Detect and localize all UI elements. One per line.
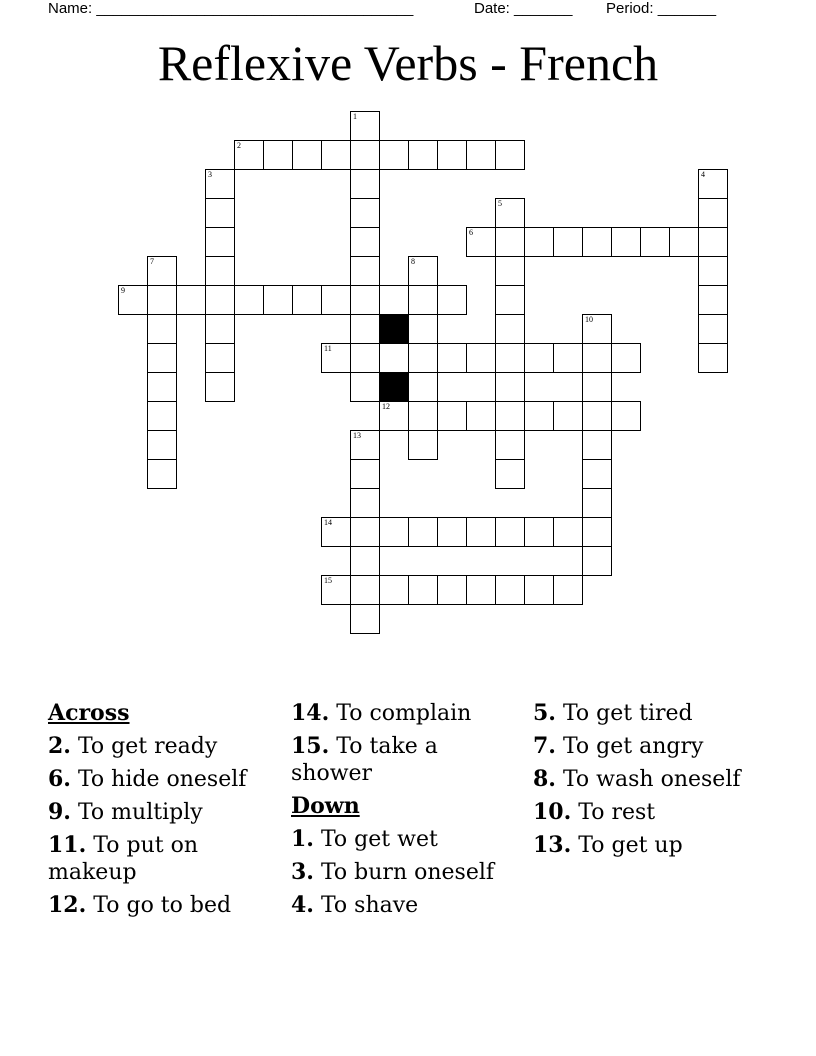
crossword-cell[interactable]: [350, 546, 380, 576]
clue-number: 6.: [48, 766, 71, 792]
clue-text: To burn oneself: [320, 860, 495, 885]
clue-number: 4.: [291, 892, 314, 918]
clue-text: To get angry: [562, 734, 704, 759]
clue-text: To rest: [578, 800, 656, 825]
clue-text: To get up: [578, 833, 683, 858]
clue-down-1: [291, 826, 521, 853]
clue-down-5: [533, 700, 763, 727]
crossword-cell[interactable]: [408, 314, 438, 344]
clue-number: 2.: [48, 733, 71, 759]
crossword-cell[interactable]: [495, 517, 525, 547]
clue-text: To put on makeup: [48, 833, 198, 885]
clue-number: 3.: [291, 859, 314, 885]
crossword-cell[interactable]: [205, 343, 235, 373]
clue-number: 1.: [291, 826, 314, 852]
clue-text: To take a shower: [291, 734, 438, 786]
clue-column-1: [48, 700, 278, 925]
clue-text: To multiply: [77, 800, 203, 825]
crossword-cell[interactable]: [321, 285, 351, 315]
clue-number: 12.: [48, 892, 87, 918]
down-heading: Down: [291, 793, 360, 819]
clue-across-2: [48, 733, 278, 760]
crossword-black-cell: [379, 314, 409, 344]
crossword-cell[interactable]: [205, 256, 235, 286]
clue-number-label: 14: [324, 518, 332, 527]
crossword-cell[interactable]: [408, 372, 438, 402]
clue-text: To go to bed: [93, 893, 232, 918]
clue-text: To get tired: [562, 701, 693, 726]
crossword-cell[interactable]: [292, 285, 322, 315]
crossword-cell[interactable]: [205, 314, 235, 344]
crossword-cell[interactable]: [495, 343, 525, 373]
crossword-cell[interactable]: [234, 285, 264, 315]
crossword-cell[interactable]: [350, 575, 380, 605]
crossword-cell[interactable]: [205, 285, 235, 315]
crossword-cell[interactable]: [147, 401, 177, 431]
clue-number: 5.: [533, 700, 556, 726]
crossword-cell[interactable]: [582, 227, 612, 257]
crossword-cell[interactable]: [147, 256, 177, 286]
crossword-cell[interactable]: [408, 575, 438, 605]
crossword-cell[interactable]: [466, 343, 496, 373]
crossword-cell[interactable]: [437, 517, 467, 547]
clue-down-4: [291, 892, 521, 919]
crossword-cell[interactable]: [582, 488, 612, 518]
crossword-cell[interactable]: [582, 401, 612, 431]
clue-text: To shave: [320, 893, 419, 918]
crossword-cell[interactable]: [147, 314, 177, 344]
clue-across-11: [48, 832, 278, 886]
clue-number: 7.: [533, 733, 556, 759]
crossword-cell[interactable]: [147, 343, 177, 373]
crossword-cell[interactable]: [408, 256, 438, 286]
crossword-cell[interactable]: [408, 285, 438, 315]
crossword-cell[interactable]: [466, 575, 496, 605]
crossword-cell[interactable]: [698, 314, 728, 344]
name-field-label: Name: ______________________________________: [48, 0, 414, 17]
clue-number: 8.: [533, 766, 556, 792]
clue-number-label: 12: [382, 402, 390, 411]
crossword-cell[interactable]: [147, 430, 177, 460]
crossword-cell[interactable]: [408, 517, 438, 547]
crossword-cell[interactable]: [350, 517, 380, 547]
crossword-cell[interactable]: [582, 372, 612, 402]
crossword-cell[interactable]: [321, 140, 351, 170]
crossword-cell[interactable]: [321, 517, 351, 547]
clue-number: 11.: [48, 832, 87, 858]
crossword-cell[interactable]: [582, 546, 612, 576]
crossword-cell[interactable]: [495, 372, 525, 402]
crossword-cell[interactable]: [495, 430, 525, 460]
clue-down-7: [533, 733, 763, 760]
clue-number-label: 6: [469, 228, 473, 237]
crossword-cell[interactable]: [379, 517, 409, 547]
crossword-cell[interactable]: [553, 227, 583, 257]
crossword-cell[interactable]: [350, 198, 380, 228]
crossword-cell[interactable]: [321, 343, 351, 373]
crossword-cell[interactable]: [553, 401, 583, 431]
crossword-cell[interactable]: [350, 430, 380, 460]
crossword-cell[interactable]: [350, 285, 380, 315]
crossword-cell[interactable]: [495, 227, 525, 257]
crossword-cell[interactable]: [408, 140, 438, 170]
crossword-cell[interactable]: [234, 140, 264, 170]
clue-across-15: [291, 733, 521, 787]
crossword-cell[interactable]: [147, 285, 177, 315]
crossword-cell[interactable]: [118, 285, 148, 315]
crossword-cell[interactable]: [350, 314, 380, 344]
crossword-cell[interactable]: [263, 140, 293, 170]
crossword-cell[interactable]: [408, 430, 438, 460]
crossword-cell[interactable]: [495, 575, 525, 605]
clue-number-label: 1: [353, 112, 357, 121]
crossword-cell[interactable]: [524, 343, 554, 373]
crossword-cell[interactable]: [350, 227, 380, 257]
crossword-cell[interactable]: [379, 140, 409, 170]
crossword-cell[interactable]: [408, 401, 438, 431]
crossword-cell[interactable]: [524, 227, 554, 257]
crossword-cell[interactable]: [698, 256, 728, 286]
crossword-cell[interactable]: [466, 227, 496, 257]
crossword-cell[interactable]: [321, 575, 351, 605]
crossword-cell[interactable]: [176, 285, 206, 315]
clue-text: To wash oneself: [562, 767, 741, 792]
crossword-cell[interactable]: [553, 343, 583, 373]
clue-column-3: [533, 700, 763, 865]
crossword-cell[interactable]: [524, 401, 554, 431]
period-field-label: Period: _______: [606, 0, 717, 17]
date-field-label: Date: _______: [474, 0, 573, 17]
crossword-cell[interactable]: [582, 517, 612, 547]
crossword-cell[interactable]: [350, 343, 380, 373]
crossword-cell[interactable]: [553, 517, 583, 547]
clue-number-label: 15: [324, 576, 332, 585]
crossword-cell[interactable]: [408, 343, 438, 373]
crossword-cell[interactable]: [350, 459, 380, 489]
crossword-cell[interactable]: [350, 488, 380, 518]
crossword-cell[interactable]: [495, 314, 525, 344]
clue-number: 9.: [48, 799, 71, 825]
crossword-cell[interactable]: [582, 459, 612, 489]
crossword-cell[interactable]: [495, 198, 525, 228]
crossword-cell[interactable]: [205, 372, 235, 402]
crossword-cell[interactable]: [350, 256, 380, 286]
crossword-black-cell: [379, 372, 409, 402]
crossword-cell[interactable]: [582, 430, 612, 460]
clue-down-8: [533, 766, 763, 793]
crossword-cell[interactable]: [611, 343, 641, 373]
clue-number-label: 13: [353, 431, 361, 440]
clue-text: To get wet: [320, 827, 438, 852]
clue-down-13: [533, 832, 763, 859]
crossword-cell[interactable]: [437, 343, 467, 373]
crossword-cell[interactable]: [582, 314, 612, 344]
crossword-cell[interactable]: [379, 285, 409, 315]
crossword-cell[interactable]: [437, 285, 467, 315]
clue-number-label: 9: [121, 286, 125, 295]
crossword-cell[interactable]: [524, 517, 554, 547]
clue-number-label: 10: [585, 315, 593, 324]
clue-number-label: 3: [208, 170, 212, 179]
clue-text: To hide oneself: [77, 767, 247, 792]
crossword-cell[interactable]: [698, 285, 728, 315]
crossword-cell[interactable]: [582, 343, 612, 373]
crossword-cell[interactable]: [205, 169, 235, 199]
crossword-cell[interactable]: [379, 343, 409, 373]
clue-number: 10.: [533, 799, 572, 825]
clue-number: 13.: [533, 832, 572, 858]
clue-number-label: 7: [150, 257, 154, 266]
crossword-cell[interactable]: [698, 343, 728, 373]
clue-number-label: 2: [237, 141, 241, 150]
clue-down-10: [533, 799, 763, 826]
clue-number: 15.: [291, 733, 330, 759]
crossword-cell[interactable]: [466, 401, 496, 431]
crossword-cell[interactable]: [640, 227, 670, 257]
crossword-cell[interactable]: [147, 459, 177, 489]
crossword-cell[interactable]: [350, 372, 380, 402]
across-heading: Across: [48, 700, 130, 726]
crossword-cell[interactable]: [611, 227, 641, 257]
page-title: Reflexive Verbs - French: [157, 35, 659, 91]
crossword-cell[interactable]: [466, 140, 496, 170]
clue-text: To complain: [336, 701, 472, 726]
crossword-cell[interactable]: [611, 401, 641, 431]
crossword-cell[interactable]: [263, 285, 293, 315]
clue-number-label: 11: [324, 344, 332, 353]
crossword-cell[interactable]: [524, 575, 554, 605]
crossword-cell[interactable]: [698, 198, 728, 228]
crossword-cell[interactable]: [437, 575, 467, 605]
crossword-cell[interactable]: [350, 169, 380, 199]
crossword-cell[interactable]: [205, 198, 235, 228]
crossword-cell[interactable]: [495, 285, 525, 315]
clue-down-3: [291, 859, 521, 886]
crossword-cell[interactable]: [495, 140, 525, 170]
crossword-cell[interactable]: [350, 111, 380, 141]
clue-across-9: [48, 799, 278, 826]
clue-number-label: 5: [498, 199, 502, 208]
crossword-cell[interactable]: [495, 401, 525, 431]
clue-across-6: [48, 766, 278, 793]
clue-number: 14.: [291, 700, 330, 726]
crossword-cell[interactable]: [350, 604, 380, 634]
crossword-cell[interactable]: [437, 401, 467, 431]
crossword-cell[interactable]: [379, 575, 409, 605]
crossword-cell[interactable]: [205, 227, 235, 257]
clue-across-12: [48, 892, 278, 919]
crossword-cell[interactable]: [350, 140, 380, 170]
clue-column-2: [291, 700, 521, 925]
clue-across-14: [291, 700, 521, 727]
crossword-cell[interactable]: [147, 372, 177, 402]
clue-text: To get ready: [77, 734, 218, 759]
clue-number-label: 4: [701, 170, 705, 179]
crossword-cell[interactable]: [698, 169, 728, 199]
clue-number-label: 8: [411, 257, 415, 266]
crossword-cell[interactable]: [698, 227, 728, 257]
crossword-cell[interactable]: [437, 140, 467, 170]
crossword-cell[interactable]: [553, 575, 583, 605]
crossword-cell[interactable]: [292, 140, 322, 170]
crossword-cell[interactable]: [379, 401, 409, 431]
crossword-cell[interactable]: [495, 459, 525, 489]
crossword-cell[interactable]: [495, 256, 525, 286]
crossword-cell[interactable]: [466, 517, 496, 547]
crossword-cell[interactable]: [669, 227, 699, 257]
